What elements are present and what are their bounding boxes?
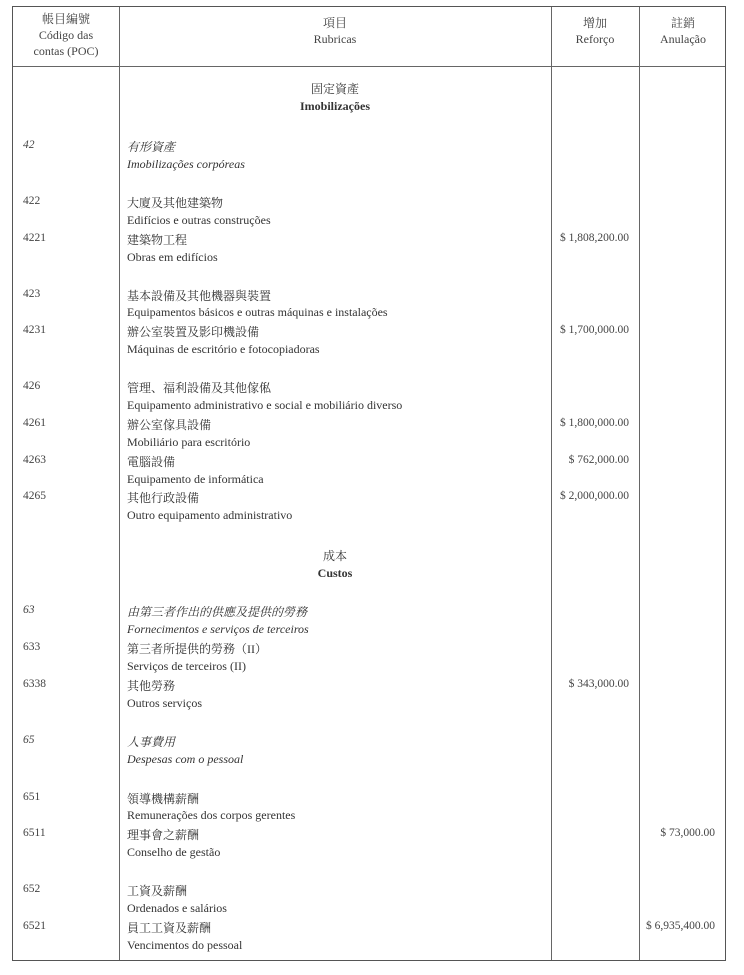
account-code: 4231 bbox=[23, 324, 46, 336]
account-code: 42 bbox=[23, 139, 35, 151]
header-increase bbox=[551, 15, 639, 47]
rubric-zh: 其他行政設備 bbox=[127, 491, 200, 505]
header-divider bbox=[13, 66, 725, 67]
rubric-zh: 員工工資及薪酬 bbox=[127, 921, 212, 935]
rubric-zh: 由第三者作出的供應及提供的勞務 bbox=[127, 605, 308, 619]
section-title-zh: 固定資產 bbox=[310, 82, 359, 96]
rubric-pt: Outro equipamento administrativo bbox=[127, 508, 293, 522]
header-increase-pt: Reforço bbox=[575, 32, 615, 46]
rubric-zh: 第三者所提供的勞務（II） bbox=[127, 642, 267, 656]
rubric-pt: Máquinas de escritório e fotocopiadoras bbox=[127, 342, 320, 356]
rubric-zh: 建築物工程 bbox=[127, 233, 188, 247]
rubric-pt: Mobiliário para escritório bbox=[127, 435, 251, 449]
rubric-zh: 辦公室裝置及影印機設備 bbox=[127, 325, 260, 339]
rubric-zh: 工資及薪酬 bbox=[127, 884, 188, 898]
column-divider bbox=[551, 7, 552, 960]
rubric-zh: 領導機構薪酬 bbox=[127, 792, 200, 806]
rubric-zh: 辦公室傢具設備 bbox=[127, 418, 212, 432]
account-code: 426 bbox=[23, 380, 41, 392]
rubric-zh: 管理、福利設備及其他傢俬 bbox=[127, 381, 272, 395]
account-code: 422 bbox=[23, 195, 41, 207]
header-increase-zh: 增加 bbox=[582, 16, 607, 30]
budget-table bbox=[12, 6, 726, 961]
header-item-pt: Rubricas bbox=[313, 32, 357, 46]
header-code bbox=[13, 11, 119, 59]
anulacao-amount: $ 6,935,400.00 bbox=[646, 920, 715, 932]
section-title-pt: Custos bbox=[317, 566, 353, 580]
account-code: 652 bbox=[23, 883, 41, 895]
header-code-pt2: contas (POC) bbox=[33, 44, 99, 58]
rubric-pt: Fornecimentos e serviços de terceiros bbox=[127, 622, 309, 636]
account-code: 651 bbox=[23, 791, 41, 803]
account-code: 423 bbox=[23, 288, 41, 300]
reforco-amount: $ 1,800,000.00 bbox=[560, 417, 629, 429]
rubric-pt: Equipamento administrativo e social e mobiliário diverso bbox=[127, 398, 403, 412]
header-cancel-zh: 註銷 bbox=[670, 16, 695, 30]
header-item bbox=[119, 15, 551, 47]
rubric-zh: 其他勞務 bbox=[127, 679, 176, 693]
reforco-amount: $ 762,000.00 bbox=[568, 454, 629, 466]
section-title-pt: Imobilizações bbox=[300, 99, 370, 113]
rubric-pt: Vencimentos do pessoal bbox=[127, 938, 243, 952]
account-code: 4261 bbox=[23, 417, 46, 429]
rubric-pt: Conselho de gestão bbox=[127, 845, 221, 859]
rubric-zh: 電腦設備 bbox=[127, 455, 176, 469]
account-code: 4263 bbox=[23, 454, 46, 466]
rubric-pt: Equipamentos básicos e outras máquinas e instalações bbox=[127, 305, 388, 319]
rubric-pt: Serviços de terceiros (II) bbox=[127, 659, 246, 673]
header-item-zh: 項目 bbox=[322, 16, 347, 30]
rubric-zh: 基本設備及其他機器與裝置 bbox=[127, 289, 272, 303]
section-title-zh: 成本 bbox=[322, 549, 347, 563]
account-code: 65 bbox=[23, 734, 35, 746]
header-code-pt1: Código das bbox=[38, 28, 94, 42]
account-code: 633 bbox=[23, 641, 41, 653]
column-divider bbox=[639, 7, 640, 960]
account-code: 63 bbox=[23, 604, 35, 616]
rubric-pt: Despesas com o pessoal bbox=[127, 752, 244, 766]
column-divider bbox=[119, 7, 120, 960]
rubric-zh: 大廈及其他建築物 bbox=[127, 196, 224, 210]
anulacao-amount: $ 73,000.00 bbox=[660, 827, 715, 839]
rubric-pt: Remunerações dos corpos gerentes bbox=[127, 808, 296, 822]
rubric-pt: Edifícios e outras construções bbox=[127, 213, 271, 227]
account-code: 6338 bbox=[23, 678, 46, 690]
account-code: 6521 bbox=[23, 920, 46, 932]
account-code: 4221 bbox=[23, 232, 46, 244]
account-code: 6511 bbox=[23, 827, 46, 839]
rubric-pt: Obras em edifícios bbox=[127, 250, 218, 264]
rubric-zh: 有形資產 bbox=[127, 140, 176, 154]
reforco-amount: $ 1,808,200.00 bbox=[560, 232, 629, 244]
rubric-pt: Equipamento de informática bbox=[127, 472, 264, 486]
reforco-amount: $ 343,000.00 bbox=[568, 678, 629, 690]
rubric-zh: 人事費用 bbox=[127, 735, 176, 749]
header-cancel-pt: Anulação bbox=[660, 32, 706, 46]
rubric-pt: Imobilizações corpóreas bbox=[127, 157, 245, 171]
header-code-zh: 帳目編號 bbox=[41, 12, 90, 26]
rubric-pt: Ordenados e salários bbox=[127, 901, 227, 915]
header-cancel bbox=[639, 15, 727, 47]
rubric-pt: Outros serviços bbox=[127, 696, 202, 710]
rubric-zh: 理事會之薪酬 bbox=[127, 828, 200, 842]
reforco-amount: $ 1,700,000.00 bbox=[560, 324, 629, 336]
reforco-amount: $ 2,000,000.00 bbox=[560, 490, 629, 502]
account-code: 4265 bbox=[23, 490, 46, 502]
